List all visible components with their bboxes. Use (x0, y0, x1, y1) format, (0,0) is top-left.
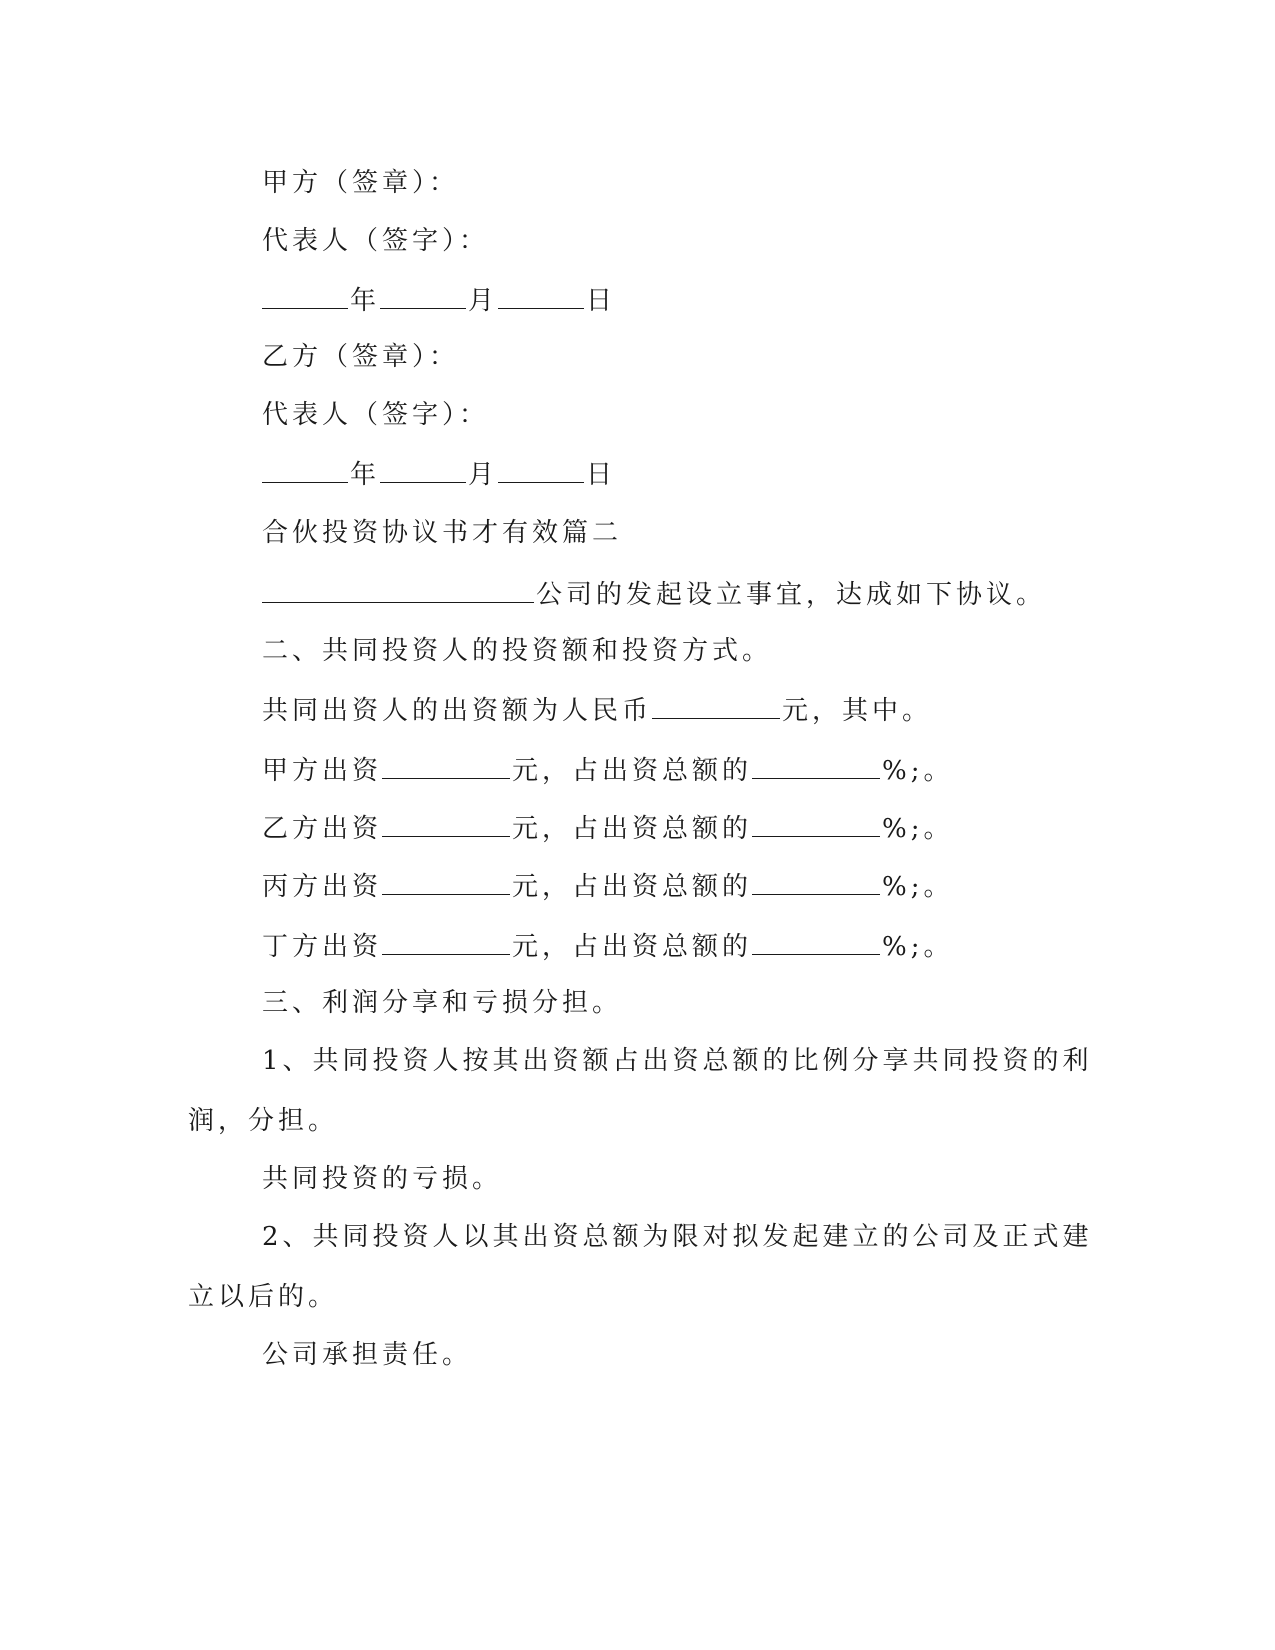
party-a-seal-line: 甲方（签章）： (262, 168, 460, 198)
clause3-item1-line3: 共同投资的亏损。 (262, 1164, 503, 1194)
clause3-item2-line2: 立以后的。 (188, 1282, 339, 1312)
party-name: 丙方出资 (262, 872, 383, 902)
amount-blank (382, 810, 510, 837)
month-label: 月 (468, 460, 499, 490)
party-name: 丁方出资 (262, 932, 383, 962)
intro-line (262, 576, 1046, 612)
section-title: 合伙投资协议书才有效篇二 (262, 518, 623, 548)
day-blank (498, 456, 584, 483)
percent-blank (752, 928, 880, 955)
year-blank (262, 282, 348, 309)
clause3-heading: 三、利润分享和亏损分担。 (262, 988, 623, 1018)
party-a-contribution (262, 752, 954, 788)
rep-a-sign-line: 代表人（签字）： (262, 226, 490, 256)
date-line-a (262, 282, 616, 318)
party-name: 乙方出资 (262, 814, 383, 844)
amount-blank (382, 868, 510, 895)
clause3-item2-line1: 2、共同投资人以其出资总额为限对拟发起建立的公司及正式建 (262, 1222, 1093, 1252)
month-blank (380, 282, 466, 309)
percent-blank (752, 752, 880, 779)
company-name-blank (262, 576, 534, 603)
percent-tail: %;。 (882, 756, 954, 786)
percent-tail: %;。 (882, 932, 954, 962)
intro-tail: 公司的发起设立事宜，达成如下协议。 (536, 580, 1047, 610)
year-label: 年 (350, 286, 381, 316)
clause2-heading: 二、共同投资人的投资额和投资方式。 (262, 636, 773, 666)
total-prefix: 共同出资人的出资额为人民币 (262, 696, 653, 726)
party-b-seal-line: 乙方（签章）： (262, 342, 460, 372)
day-blank (498, 282, 584, 309)
month-blank (380, 456, 466, 483)
share-text: 元，占出资总额的 (512, 872, 753, 902)
date-line-b (262, 456, 616, 492)
total-amount-line (262, 692, 932, 728)
percent-blank (752, 868, 880, 895)
share-text: 元，占出资总额的 (512, 814, 753, 844)
day-label: 日 (586, 286, 617, 316)
year-label: 年 (350, 460, 381, 490)
party-b-contribution (262, 810, 954, 846)
day-label: 日 (586, 460, 617, 490)
month-label: 月 (468, 286, 499, 316)
percent-blank (752, 810, 880, 837)
amount-blank (382, 752, 510, 779)
party-c-contribution (262, 868, 954, 904)
party-d-contribution (262, 928, 954, 964)
share-text: 元，占出资总额的 (512, 932, 753, 962)
party-name: 甲方出资 (262, 756, 383, 786)
share-text: 元，占出资总额的 (512, 756, 753, 786)
amount-blank (382, 928, 510, 955)
clause3-item1-line2: 润，分担。 (188, 1106, 339, 1136)
year-blank (262, 456, 348, 483)
total-amount-blank (652, 692, 780, 719)
rep-b-sign-line: 代表人（签字）： (262, 400, 490, 430)
total-suffix: 元，其中。 (782, 696, 933, 726)
clause3-item2-line3: 公司承担责任。 (262, 1340, 473, 1370)
percent-tail: %;。 (882, 814, 954, 844)
percent-tail: %;。 (882, 872, 954, 902)
clause3-item1-line1: 1、共同投资人按其出资额占出资总额的比例分享共同投资的利 (262, 1046, 1093, 1076)
